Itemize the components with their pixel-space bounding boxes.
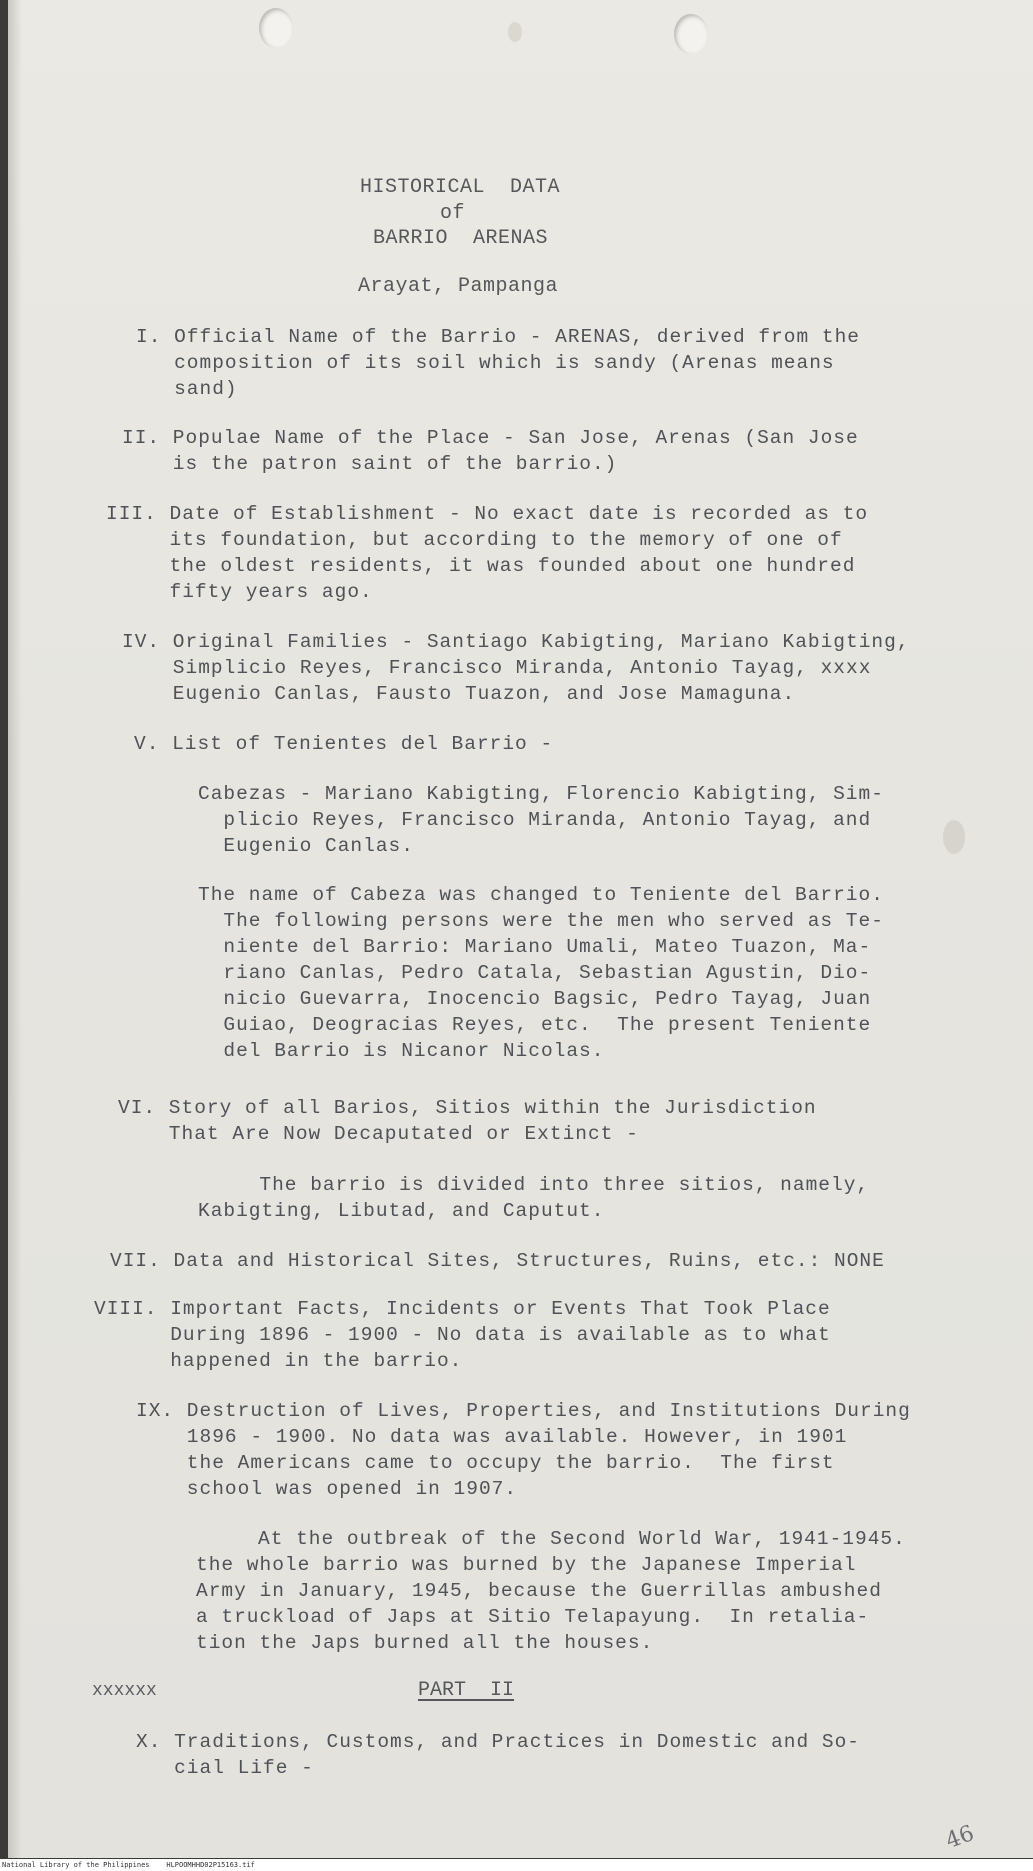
text-line: is the patron saint of the barrio.)	[122, 453, 618, 475]
scan-footer: National Library of the Philippines HLPOOMHHD02P15163.tif	[0, 1859, 1033, 1871]
text-line: II. Populae Name of the Place - San Jose, Arenas (San Jose	[122, 427, 859, 449]
text-line: niente del Barrio: Mariano Umali, Mateo Tuazon, Ma-	[198, 936, 872, 958]
text-line: IV. Original Families - Santiago Kabigting, Mariano Kabigting,	[122, 631, 910, 653]
text-line: cial Life -	[136, 1757, 314, 1779]
text-line: During 1896 - 1900 - No data is available as to what	[94, 1324, 831, 1346]
text-line: del Barrio is Nicanor Nicolas.	[198, 1040, 605, 1062]
text-line: The barrio is divided into three sitios, namely,	[234, 1174, 870, 1196]
text-line: sand)	[136, 378, 238, 400]
handwritten-page-number: 46	[942, 1820, 978, 1855]
text-line: Simplicio Reyes, Francisco Miranda, Antonio Tayag, xxxx	[122, 657, 872, 679]
text-line: Eugenio Canlas, Fausto Tuazon, and Jose Mamaguna.	[122, 683, 796, 705]
text-line: VI. Story of all Barios, Sitios within the Jurisdiction	[118, 1097, 817, 1119]
text-line: a truckload of Japs at Sitio Telapayung. In retalia-	[196, 1606, 870, 1628]
text-line: 1896 - 1900. No data was available. However, in 1901	[136, 1426, 848, 1448]
text-line: tion the Japs burned all the houses.	[196, 1632, 654, 1654]
text-line: Guiao, Deogracias Reyes, etc. The present Teniente	[198, 1014, 872, 1036]
title-line-1: HISTORICAL DATA	[360, 176, 561, 199]
punch-hole-left	[259, 8, 293, 48]
text-line: X. Traditions, Customs, and Practices in Domestic and So-	[136, 1731, 861, 1753]
text-line: III. Date of Establishment - No exact date is recorded as to	[106, 503, 869, 525]
stain	[943, 820, 965, 854]
part-heading: PART II	[418, 1679, 515, 1702]
text-line: The name of Cabeza was changed to Teniente del Barrio.	[198, 884, 884, 906]
text-line: fifty years ago.	[106, 581, 373, 603]
title-line-3: BARRIO ARENAS	[373, 227, 549, 250]
text-line: school was opened in 1907.	[136, 1478, 518, 1500]
text-line: VII. Data and Historical Sites, Structures, Ruins, etc.: NONE	[110, 1250, 885, 1272]
text-line: the Americans came to occupy the barrio. The first	[136, 1452, 835, 1474]
text-line: Cabezas - Mariano Kabigting, Florencio Kabigting, Sim-	[198, 783, 884, 805]
document-page	[8, 0, 1033, 1858]
text-line: plicio Reyes, Francisco Miranda, Antonio Tayag, and	[198, 809, 872, 831]
text-line: Eugenio Canlas.	[198, 835, 414, 857]
text-line: the oldest residents, it was founded about one hundred	[106, 555, 856, 577]
text-line: Army in January, 1945, because the Guerrillas ambushed	[196, 1580, 882, 1602]
page-edge-shadow	[8, 0, 22, 1858]
title-line-2: of	[440, 202, 466, 225]
punch-hole-right	[674, 14, 708, 54]
text-line: Kabigting, Libutad, and Caputut.	[198, 1200, 605, 1222]
text-line: riano Canlas, Pedro Catala, Sebastian Agustin, Dio-	[198, 962, 872, 984]
text-line: composition of its soil which is sandy (Arenas means	[136, 352, 835, 374]
text-line: At the outbreak of the Second World War, 1941-1945.	[258, 1528, 906, 1550]
text-line: nicio Guevarra, Inocencio Bagsic, Pedro Tayag, Juan	[198, 988, 872, 1010]
text-line: its foundation, but according to the memory of one of	[106, 529, 843, 551]
text-line: IX. Destruction of Lives, Properties, and Institutions During	[136, 1400, 911, 1422]
text-line: happened in the barrio.	[94, 1350, 463, 1372]
text-line: That Are Now Decaputated or Extinct -	[118, 1123, 639, 1145]
text-line: The following persons were the men who served as Te-	[198, 910, 884, 932]
title-location: Arayat, Pampanga	[358, 275, 559, 298]
text-line: the whole barrio was burned by the Japanese Imperial	[196, 1554, 857, 1576]
text-line: I. Official Name of the Barrio - ARENAS, derived from the	[136, 326, 861, 348]
struck-out-text: xxxxxx	[92, 1681, 157, 1701]
text-line: V. List of Tenientes del Barrio -	[134, 733, 554, 755]
text-line: VIII. Important Facts, Incidents or Events That Took Place	[94, 1298, 831, 1320]
stain	[508, 22, 522, 42]
